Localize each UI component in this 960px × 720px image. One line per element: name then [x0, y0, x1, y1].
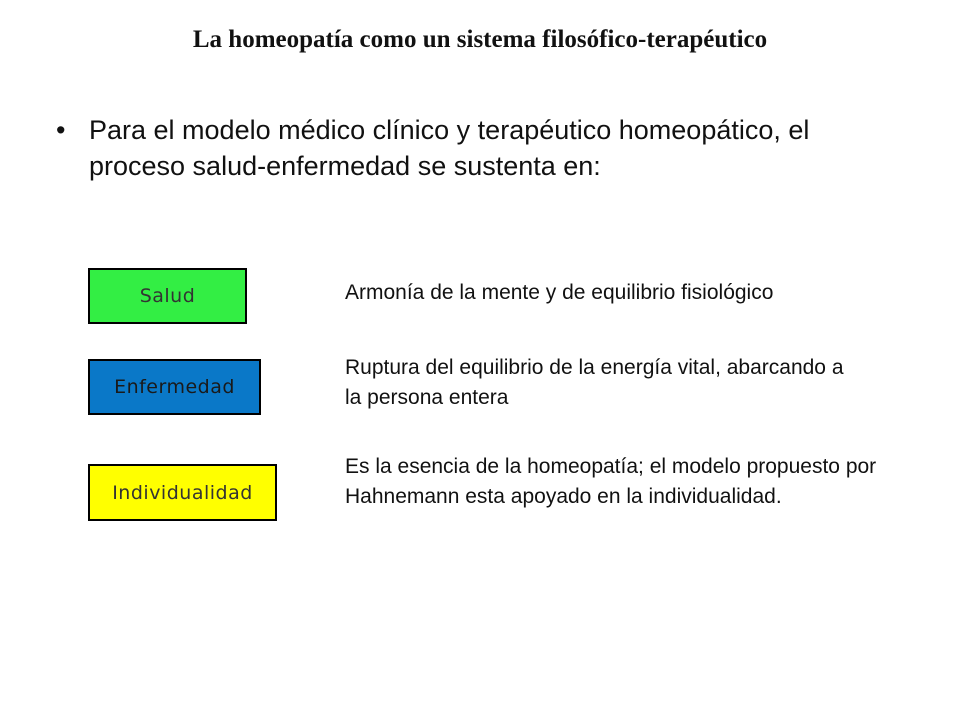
bullet-marker: • — [56, 115, 66, 145]
concept-description-individualidad: Es la esencia de la homeopatía; el modelo propuesto por Hahnemann esta apoyado en la individualidad. — [345, 455, 877, 508]
concept-description-salud: Armonía de la mente y de equilibrio fisiológico — [345, 281, 774, 304]
slide-title: La homeopatía como un sistema filosófico-terapéutico — [192, 26, 768, 53]
concept-label-individualidad: Individualidad — [112, 481, 253, 504]
bullet-text: Para el modelo médico clínico y terapéutico homeopático, el proceso salud-enfermedad se sustenta en: — [89, 115, 810, 181]
concept-description-enfermedad: Ruptura del equilibrio de la energía vital, abarcando a la persona entera — [345, 356, 844, 409]
concept-label-salud: Salud — [139, 285, 196, 307]
concept-box-individualidad — [88, 464, 277, 521]
concept-box-salud — [88, 268, 247, 324]
concept-label-enfermedad: Enfermedad — [114, 376, 235, 398]
concept-box-enfermedad — [88, 359, 261, 415]
